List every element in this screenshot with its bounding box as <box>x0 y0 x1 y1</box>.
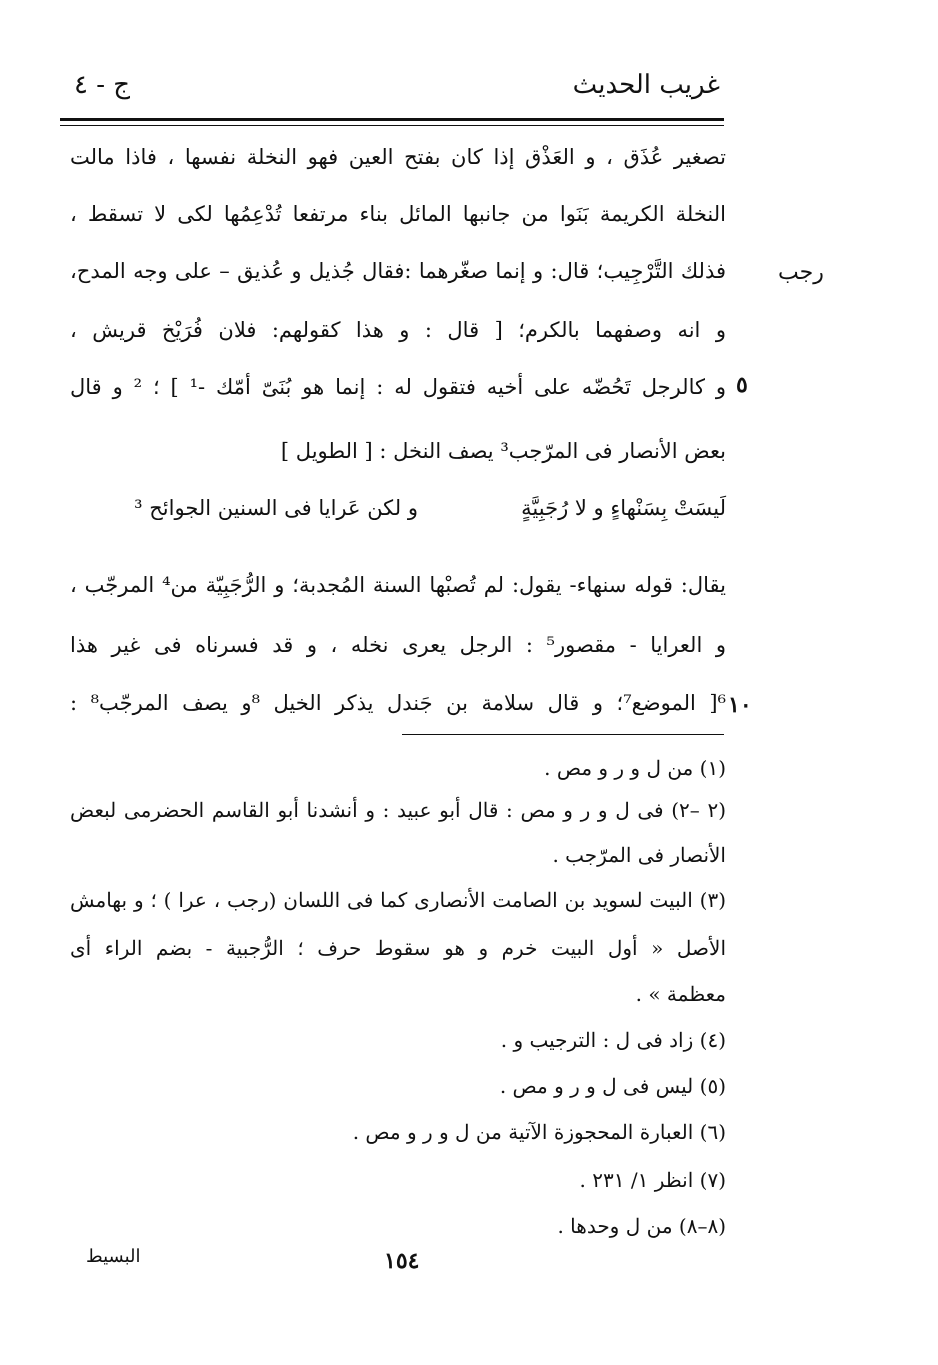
footnote-8: (٨–٨) من ل وحدها . <box>557 1214 726 1238</box>
margin-keyword: رجب <box>778 260 824 285</box>
body-line-6: بعض الأنصار فى المرّجب³ يصف النخل : [ الطويل ] <box>280 439 726 463</box>
body-line-5: و كالرجل تَحُضّه على أخيه فتقول له : إنما هو بُنَىّ أمّك -¹ ] ؛ ² و قال <box>70 375 726 399</box>
body-line-1: تصغير عُذَق ، و العَذْق إذا كان بفتح العين فهو النخلة نفسها ، فاذا مالت <box>70 145 726 169</box>
footnote-1: (١) من ل و ر و مص . <box>544 756 726 780</box>
body-line-9: ⁶[ الموضع⁷؛ و قال سلامة بن جَندل يذكر الخيل ⁸و يصف المرجّب⁸ : <box>70 691 726 715</box>
body-line-4: و انه وصفهما بالكرم؛ [ قال : و هذا كقولهم: فلان فُرَيْخ قريش ، <box>70 318 726 342</box>
header-rule-thin <box>60 125 724 126</box>
body-line-8: و العرايا - مقصور⁵ : الرجل يعرى نخله ، و قد فسرناه فى غير هذا <box>70 633 726 657</box>
footnote-3: (٣) البيت لسويد بن الصامت الأنصارى كما فى اللسان (رجب ، عرا ) ؛ و بهامش <box>70 888 726 912</box>
page-number: ١٥٤ <box>384 1248 420 1274</box>
footnote-4: (٤) زاد فى ل : الترجيب و . <box>500 1028 726 1052</box>
volume-number: ج - ٤ <box>74 70 131 100</box>
line-number-10: ١٠ <box>728 692 752 718</box>
body-line-3: فذلك التَّرْجِيب؛ قال: و إنما صغّرهما :فقال جُذيل و عُذيق – على وجه المدح، <box>70 259 726 283</box>
footnote-3-cont: الأصل « أول البيت خرم و هو سقوط حرف ؛ الرُّجبية - بضم الراء أى <box>70 936 726 960</box>
verse-first-hemistich: لَيسَتْ بِسَنْهاءٍ و لا رُجَبِيَّةٍ <box>521 496 726 520</box>
footnote-2: (٢ –٢) فى ل و ر و مص : قال أبو عبيد : و أنشدنا أبو القاسم الحضرمى لبعض <box>70 798 726 822</box>
imprint: البسيط <box>86 1246 141 1267</box>
footnote-3-end: معظمة » . <box>635 982 726 1006</box>
footnote-rule <box>402 734 724 735</box>
verse-second-hemistich: و لكن عَرايا فى السنين الجوائحِ ³ <box>134 496 418 520</box>
body-line-7: يقال: قوله سنهاء- يقول: لم تُصبْها السنة المُجدبة؛ و الرُّجَبِيّة من⁴ المرجّب ، <box>70 573 726 597</box>
body-line-2: النخلة الكريمة بَنَوا من جانبها المائل بناء مرتفعا تُدْعِمُها لكى لا تسقط ، <box>70 202 726 226</box>
footnote-7: (٧) انظر ١/ ٢٣١ . <box>579 1168 726 1192</box>
line-number-5: ٥ <box>736 372 748 398</box>
book-title: غريب الحديث <box>572 70 720 100</box>
footnote-2-cont: الأنصار فى المرّجب . <box>552 843 726 867</box>
header-rule-thick <box>60 118 724 121</box>
footnote-5: (٥) ليس فى ل و ر و مص . <box>499 1074 726 1098</box>
footnote-6: (٦) العبارة المحجوزة الآتية من ل و ر و مص . <box>352 1120 726 1144</box>
